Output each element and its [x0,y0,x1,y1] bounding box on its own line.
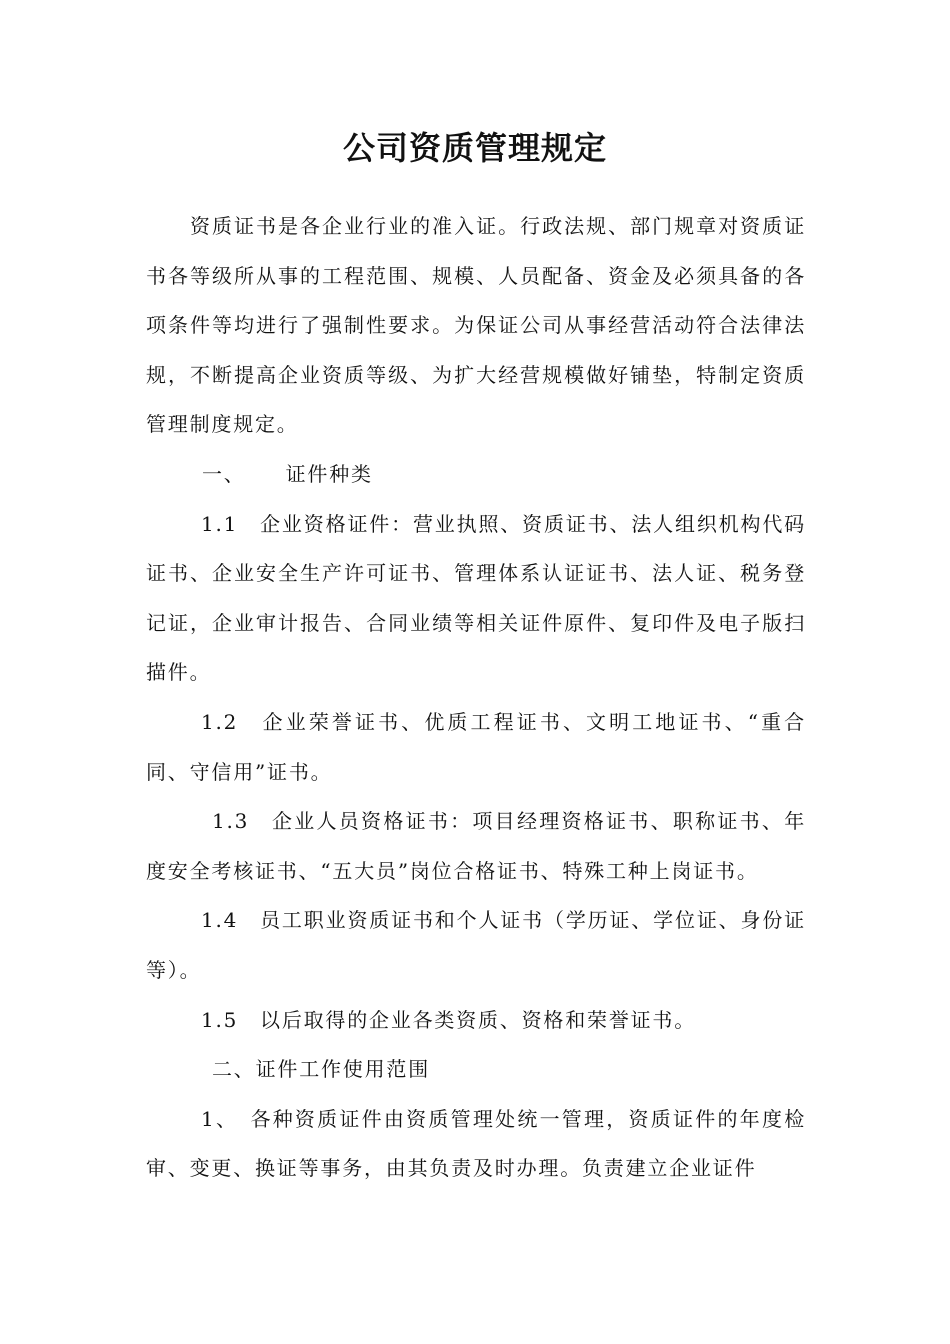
section-heading-1 [146,450,806,500]
document-body [146,202,806,1194]
section-heading-2: 二、证件工作使用范围 [212,1057,430,1082]
item-text: 员工职业资质证书和个人证书（学历证、学位证、身份证等）。 [146,908,806,982]
section-number: 一、 [202,461,246,486]
list-item-1-5 [146,996,806,1046]
item-text: 企业资格证件：营业执照、资质证书、法人组织机构代码证书、企业安全生产许可证书、管理体系认证证书、法人证、税务登记证，企业审计报告、合同业绩等相关证件原件、复印件及电子版扫描件。 [146,511,806,685]
item-number: 1.1 [201,511,239,536]
list-item-1-4 [146,896,806,995]
list-item-2-1 [146,1095,806,1194]
item-number: 1.4 [201,908,239,933]
intro-paragraph: 资质证书是各企业行业的准入证。行政法规、部门规章对资质证书各等级所从事的工程范围、规模、人员配备、资金及必须具备的各项条件等均进行了强制性要求。为保证公司从事经营活动符合法律法规，不断提高企业资质等级、为扩大经营规模做好铺垫，特制定资质管理制度规定。 [146,214,806,437]
document-title: 公司资质管理规定 [342,129,607,167]
item-number: 1、 [201,1106,229,1131]
item-text: 企业人员资格证书：项目经理资格证书、职称证书、年度安全考核证书、“五大员”岗位合格证书、特殊工种上岗证书。 [146,809,806,883]
section-title: 证件种类 [285,461,373,486]
item-number: 1.5 [201,1007,239,1032]
item-number: 1.3 [212,809,250,834]
item-text: 以后取得的企业各类资质、资格和荣誉证书。 [260,1007,697,1032]
list-item-1-2 [146,698,806,797]
item-number: 1.2 [201,709,239,734]
list-item-1-1 [146,500,806,698]
item-text: 企业荣誉证书、优质工程证书、文明工地证书、“重合同、守信用”证书。 [146,709,806,784]
list-item-1-3 [146,797,806,896]
item-text: 各种资质证件由资质管理处统一管理，资质证件的年度检审、变更、换证等事务，由其负责及时办理。负责建立企业证件 [146,1106,806,1181]
